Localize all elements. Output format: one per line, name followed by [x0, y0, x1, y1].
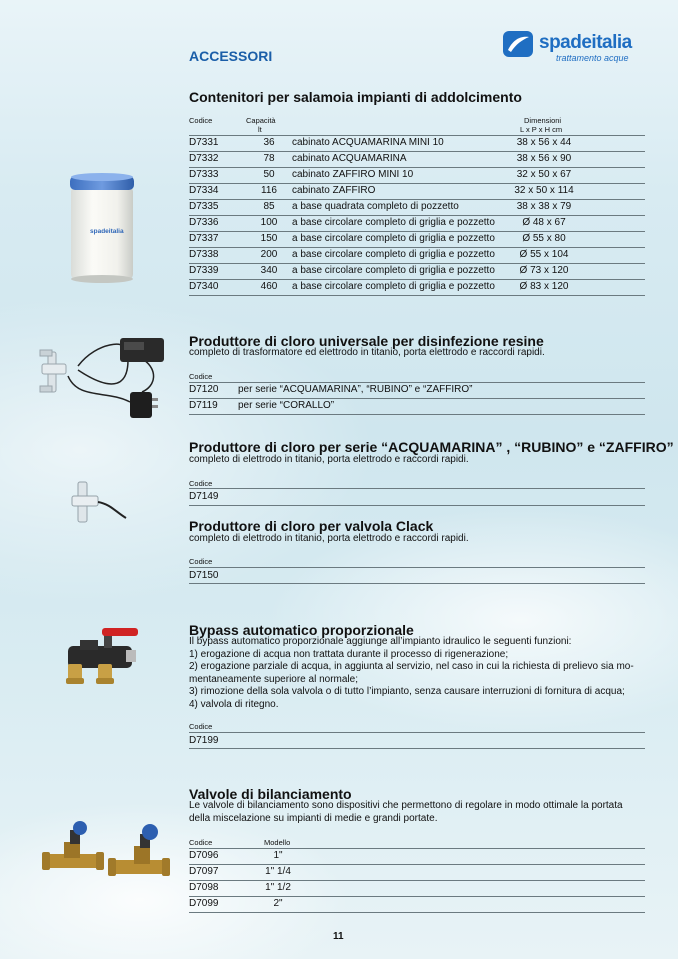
row-description: a base circolare completo di griglia e pozzetto: [292, 217, 495, 228]
chlorine-series-title: Produttore di cloro per serie “ACQUAMARINA” , “RUBINO” e “ZAFFIRO”: [189, 439, 674, 455]
divider: [189, 295, 645, 296]
table-row: [189, 167, 645, 183]
row-dimensions: Ø 73 x 120: [519, 265, 569, 276]
chlorine-universal-desc: completo di trasformatore ed elettrodo in titanio, porta elettrodo e raccordi rapidi.: [189, 347, 545, 358]
row-code: D7340: [189, 281, 219, 292]
row-capacity: 116: [261, 185, 277, 196]
row-description: a base circolare completo di griglia e pozzetto: [292, 249, 495, 260]
valves-title: Valvole di bilanciamento: [189, 786, 352, 802]
row-dimensions: 38 x 56 x 44: [516, 137, 572, 148]
row-dimensions: 32 x 50 x 67: [516, 169, 572, 180]
row-dimensions: 32 x 50 x 114: [514, 185, 574, 196]
brine-col-dimensions-unit: L x P x H cm: [520, 125, 563, 134]
row-code: D7336: [189, 217, 219, 228]
brine-tank-image: [68, 172, 136, 284]
table-row: [189, 183, 645, 199]
divider: [189, 567, 645, 568]
table-row: [189, 880, 645, 896]
table-row: [189, 135, 645, 151]
row-description: a base circolare completo di griglia e pozzetto: [292, 265, 495, 276]
table-row: [189, 231, 645, 247]
table-row: [189, 864, 645, 880]
row-code: D7339: [189, 265, 219, 276]
chlorine-clack-title: Produttore di cloro per valvola Clack: [189, 518, 434, 534]
bypass-line: 1) erogazione di acqua non trattata durante il processo di rigenerazione;: [189, 648, 509, 660]
row-code: D7334: [189, 185, 219, 196]
row-dimensions: Ø 83 x 120: [519, 281, 569, 292]
row-capacity: 150: [260, 233, 278, 244]
brand-tagline: trattamento acque: [556, 53, 629, 63]
row-code: D7337: [189, 233, 219, 244]
bypass-line: 2) erogazione parziale di acqua, in aggiunta al servizio, nel caso in cui la richiesta di prelievo sia mo-: [189, 661, 634, 673]
chlorine-series-code: D7149: [189, 491, 219, 502]
table-row: [189, 199, 645, 215]
valves-line: Le valvole di bilanciamento sono dispositivi che permettono di regolare in modo ottimale la portata: [189, 800, 623, 811]
table-row: [189, 848, 645, 864]
brine-col-code: Codice: [189, 116, 213, 125]
row-dimensions: 38 x 56 x 90: [516, 153, 572, 164]
table-row: [189, 215, 645, 231]
section-title: ACCESSORI: [189, 48, 273, 64]
row-model: 1": [273, 850, 283, 861]
row-code: D7333: [189, 169, 219, 180]
bypass-line: 3) rimozione della sola valvola o di tutto l’impianto, senza causare interruzioni di fornitura di acqua;: [189, 686, 625, 698]
divider: [189, 583, 645, 584]
brine-col-dimensions: Dimensioni: [524, 116, 562, 125]
row-capacity: 460: [260, 281, 278, 292]
row-capacity: 85: [263, 201, 275, 212]
divider: [189, 488, 645, 489]
page-number: 11: [333, 931, 344, 942]
chlorine-kit-image: [38, 330, 168, 426]
brand-logo: [502, 28, 652, 68]
row-capacity: 50: [263, 169, 275, 180]
row-dimensions: Ø 55 x 80: [522, 233, 566, 244]
electrode-image: [70, 478, 130, 528]
brine-col-capacity-unit: lt: [258, 125, 262, 134]
row-description: cabinato ZAFFIRO: [292, 185, 376, 196]
bypass-line: 4) valvola di ritegno.: [189, 699, 279, 710]
table-row: [189, 279, 645, 295]
chlorine-series-col-code: Codice: [189, 479, 213, 488]
bypass-valve-image: [62, 624, 150, 688]
divider: [189, 912, 645, 913]
bypass-code: D7199: [189, 735, 219, 746]
bypass-title: Bypass automatico proporzionale: [189, 622, 414, 638]
row-code: D7338: [189, 249, 219, 260]
row-description: a base quadrata completo di pozzetto: [292, 201, 459, 212]
row-description: cabinato ZAFFIRO MINI 10: [292, 169, 414, 180]
valves-line: della miscelazione su impianti di medie e grandi portate.: [189, 812, 438, 824]
chlorine-universal-col-code: Codice: [189, 372, 213, 381]
row-code: D7098: [189, 882, 219, 893]
row-description: per serie “CORALLO”: [238, 400, 335, 411]
row-code: D7119: [189, 400, 218, 411]
row-model: 1" 1/4: [265, 866, 291, 877]
row-capacity: 340: [260, 265, 278, 276]
row-description: a base circolare completo di griglia e pozzetto: [292, 233, 495, 244]
row-code: D7097: [189, 866, 219, 877]
chlorine-universal-title: Produttore di cloro universale per disinfezione resine: [189, 333, 544, 349]
divider: [189, 414, 645, 415]
row-capacity: 36: [263, 137, 275, 148]
divider: [189, 505, 645, 506]
bypass-col-code: Codice: [189, 722, 213, 731]
brine-title: Contenitori per salamoia impianti di addolcimento: [189, 89, 522, 105]
row-model: 2": [273, 898, 283, 909]
chlorine-clack-desc: completo di elettrodo in titanio, porta elettrodo e raccordi rapidi.: [189, 533, 469, 544]
row-model: 1" 1/2: [265, 882, 291, 893]
valves-col-model: Modello: [264, 838, 291, 847]
row-code: D7331: [189, 137, 219, 148]
divider: [189, 732, 645, 733]
brine-col-capacity: Capacità: [246, 116, 276, 125]
chlorine-series-desc: completo di elettrodo in titanio, porta elettrodo e raccordi rapidi.: [189, 454, 469, 465]
tank-label: spadeitalia: [90, 228, 124, 235]
divider: [189, 748, 645, 749]
row-code: D7332: [189, 153, 219, 164]
bypass-line: Il bypass automatico proporzionale aggiunge all’impianto idraulico le seguenti funzioni:: [189, 636, 572, 647]
row-capacity: 100: [260, 217, 278, 228]
row-code: D7096: [189, 850, 219, 861]
table-row: [189, 382, 645, 398]
balancing-valves-image: [40, 820, 180, 890]
drop-logo-icon: [502, 30, 534, 58]
row-dimensions: 38 x 38 x 79: [516, 201, 572, 212]
row-code: D7120: [189, 384, 219, 395]
table-row: [189, 398, 645, 414]
row-description: a base circolare completo di griglia e pozzetto: [292, 281, 495, 292]
row-capacity: 78: [263, 153, 275, 164]
row-code: D7099: [189, 898, 219, 909]
chlorine-clack-col-code: Codice: [189, 557, 213, 566]
row-capacity: 200: [260, 249, 278, 260]
table-row: [189, 151, 645, 167]
row-description: per serie “ACQUAMARINA”, “RUBINO” e “ZAFFIRO”: [238, 384, 473, 395]
bypass-line: mentaneamente superiore al normale;: [189, 673, 358, 685]
chlorine-clack-code: D7150: [189, 570, 219, 581]
row-description: cabinato ACQUAMARINA: [292, 153, 407, 164]
brand-name: spadeitalia: [539, 32, 632, 53]
row-code: D7335: [189, 201, 219, 212]
table-row: [189, 247, 645, 263]
row-dimensions: Ø 55 x 104: [519, 249, 569, 260]
table-row: [189, 263, 645, 279]
valves-col-code: Codice: [189, 838, 213, 847]
table-row: [189, 896, 645, 912]
row-description: cabinato ACQUAMARINA MINI 10: [292, 137, 444, 148]
row-dimensions: Ø 48 x 67: [522, 217, 566, 228]
